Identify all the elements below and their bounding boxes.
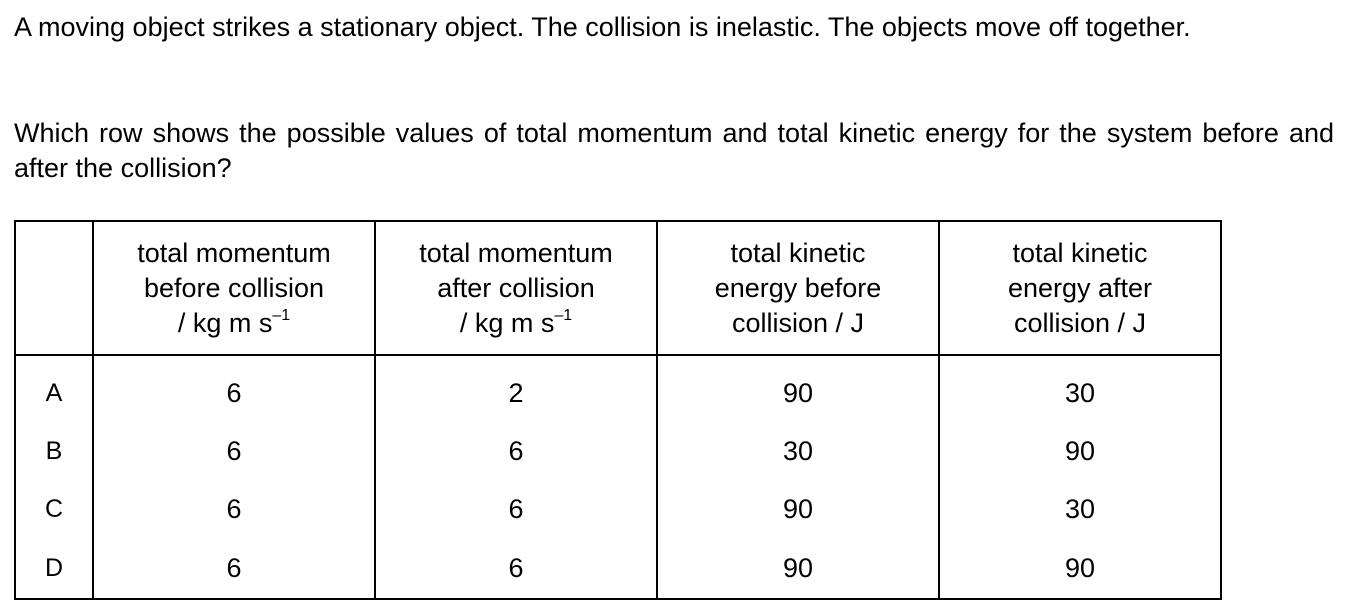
header-line: collision / J [1013,307,1147,338]
option-letter: C [15,480,93,538]
table-cell: 90 [657,480,939,538]
table-cell: 30 [939,355,1221,422]
table-cell: 90 [657,355,939,422]
table-row-b [15,422,1221,480]
table-row-c [15,480,1221,538]
header-line: after collision [437,272,595,303]
header-empty-cell [15,221,93,355]
unit-base: / kg m s [459,307,555,338]
table-cell: 30 [657,422,939,480]
header-line: total kinetic [1012,237,1148,268]
table-header-row [15,221,1221,355]
header-line: energy before [714,272,882,303]
question-paragraph-2: Which row shows the possible values of total momentum and total kinetic energy for the system before and after the collision? [14,118,1334,183]
table-cell: 6 [93,538,375,599]
table-cell: 90 [939,538,1221,599]
table-cell: 6 [375,480,657,538]
header-ke-before [657,221,939,355]
header-line: total momentum [137,237,331,268]
header-line: collision / J [731,307,865,338]
unit-superscript: –1 [272,306,291,324]
table-cell: 2 [375,355,657,422]
table-cell: 30 [939,480,1221,538]
header-line: total momentum [419,237,613,268]
table-cell: 6 [93,480,375,538]
option-letter: D [15,538,93,599]
header-line: total kinetic [730,237,866,268]
header-unit [94,306,374,341]
header-line: before collision [143,272,325,303]
header-unit [376,306,656,341]
option-letter: B [15,422,93,480]
question-paragraph-1: A moving object strikes a stationary object. The collision is inelastic. The objects move off together. [14,12,1191,42]
option-letter: A [15,355,93,422]
table-row-d [15,538,1221,599]
header-ke-after [939,221,1221,355]
header-line: energy after [1007,272,1153,303]
header-momentum-after [375,221,657,355]
header-momentum-before [93,221,375,355]
table-cell: 6 [375,538,657,599]
table-cell: 90 [657,538,939,599]
table-cell: 90 [939,422,1221,480]
table-row-a [15,355,1221,422]
table-cell: 6 [375,422,657,480]
answer-options-table [14,220,1222,600]
unit-superscript: –1 [554,306,573,324]
table-cell: 6 [93,422,375,480]
unit-base: / kg m s [177,307,273,338]
table-cell: 6 [93,355,375,422]
